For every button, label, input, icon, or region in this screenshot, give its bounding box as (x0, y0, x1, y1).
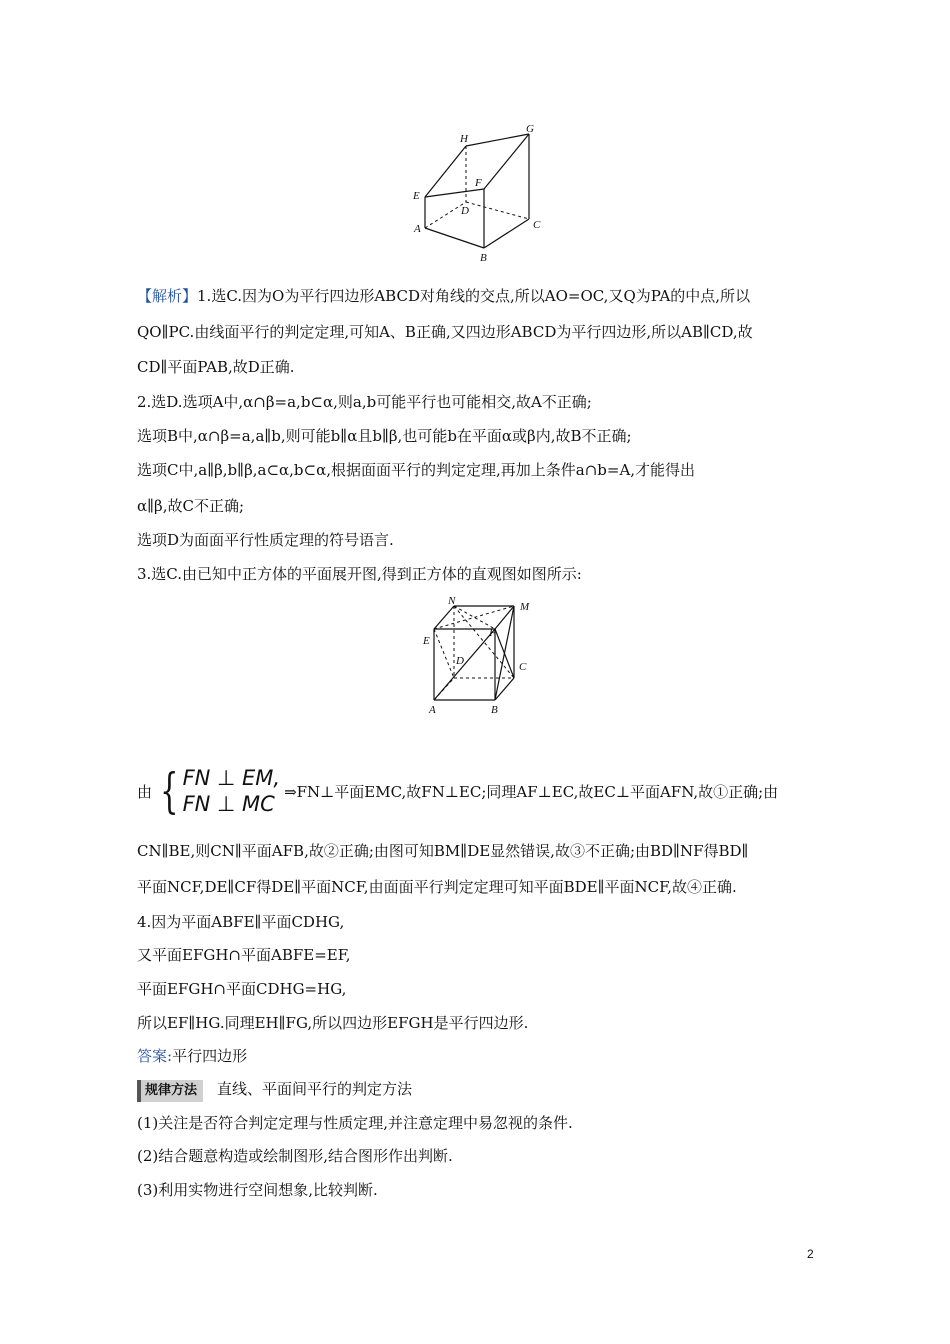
analysis-line-15: 所以EF∥HG.同理EH∥FG,所以四边形EFGH是平行四边形. (137, 1014, 529, 1032)
method-header (137, 1079, 412, 1102)
label-F: F (475, 177, 482, 189)
figure-cube (418, 594, 538, 716)
label-D2: D (456, 655, 464, 667)
analysis-line-6: 选项C中,a∥β,b∥β,a⊂α,b⊂α,根据面面平行的判定定理,再加上条件a∩b=A,才能得出 (137, 461, 696, 479)
label-H: H (460, 133, 468, 145)
label-E2: E (423, 635, 430, 647)
brace-suffix: ⇒FN⊥平面EMC,故FN⊥EC;同理AF⊥EC,故EC⊥平面AFN,故①正确;由 (284, 782, 779, 801)
label-A: A (414, 223, 421, 235)
label-C: C (533, 219, 541, 231)
label-B2: B (491, 704, 498, 716)
equation-2: FN ⊥ MC (182, 792, 275, 816)
label-C2: C (519, 661, 527, 673)
analysis-line-5: 选项B中,α∩β=a,a∥b,则可能b∥α且b∥β,也可能b在平面α或β内,故B不正确; (137, 427, 632, 445)
brace-prefix: 由 (137, 782, 153, 801)
answer-text: 平行四边形 (172, 1047, 248, 1065)
method-title: 直线、平面间平行的判定方法 (217, 1080, 413, 1098)
analysis-line-2: QO∥PC.由线面平行的判定定理,可知A、B正确,又四边形ABCD为平行四边形,所以AB∥CD,故 (137, 323, 753, 341)
equation-system (183, 765, 281, 817)
analysis-line-10: CN∥BE,则CN∥平面AFB,故②正确;由图可知BM∥DE显然错误,故③不正确;由BD∥NF得BD∥ (137, 842, 749, 860)
label-G: G (526, 123, 534, 135)
left-brace: { (160, 763, 179, 819)
analysis-line-4: 2.选D.选项A中,α∩β=a,b⊂α,则a,b可能平行也可能相交,故A不正确; (137, 393, 592, 411)
figure-prism (405, 120, 555, 270)
label-D: D (461, 205, 469, 217)
analysis-line-3: CD∥平面PAB,故D正确. (137, 358, 295, 376)
page-number: 2 (807, 1247, 814, 1261)
analysis-line-13: 又平面EFGH∩平面ABFE=EF, (137, 946, 351, 964)
method-badge: 规律方法 (137, 1080, 203, 1102)
answer-label: 答案: (137, 1047, 173, 1065)
analysis-line-12: 4.因为平面ABFE∥平面CDHG, (137, 913, 345, 931)
analysis-line-14: 平面EFGH∩平面CDHG=HG, (137, 980, 347, 998)
equation-1: FN ⊥ EM, (182, 766, 281, 790)
label-M: M (520, 601, 530, 613)
label-N: N (448, 595, 456, 607)
analysis-line-1 (137, 286, 750, 306)
analysis-line-11: 平面NCF,DE∥CF得DE∥平面NCF,由面面平行判定定理可知平面BDE∥平面NCF,故④正确. (137, 878, 737, 896)
brace-system-line (137, 760, 778, 822)
label-E: E (413, 190, 420, 202)
label-F2: F (489, 627, 496, 639)
analysis-line-8: 选项D为面面平行性质定理的符号语言. (137, 531, 394, 549)
method-item-2: (2)结合题意构造或绘制图形,结合图形作出判断. (137, 1147, 453, 1165)
label-A2: A (429, 704, 436, 716)
method-item-3: (3)利用实物进行空间想象,比较判断. (137, 1181, 378, 1199)
method-item-1: (1)关注是否符合判定定理与性质定理,并注意定理中易忽视的条件. (137, 1114, 573, 1132)
analysis-line-7: α∥β,故C不正确; (137, 497, 245, 515)
answer-line (137, 1046, 247, 1066)
label-B: B (480, 252, 487, 264)
analysis-tag: 【解析】 (137, 287, 198, 305)
analysis-line-9: 3.选C.由已知中正方体的平面展开图,得到正方体的直观图如图所示: (137, 565, 582, 583)
text-l1: 1.选C.因为O为平行四边形ABCD对角线的交点,所以AO=OC,又Q为PA的中点,所以 (197, 287, 751, 305)
